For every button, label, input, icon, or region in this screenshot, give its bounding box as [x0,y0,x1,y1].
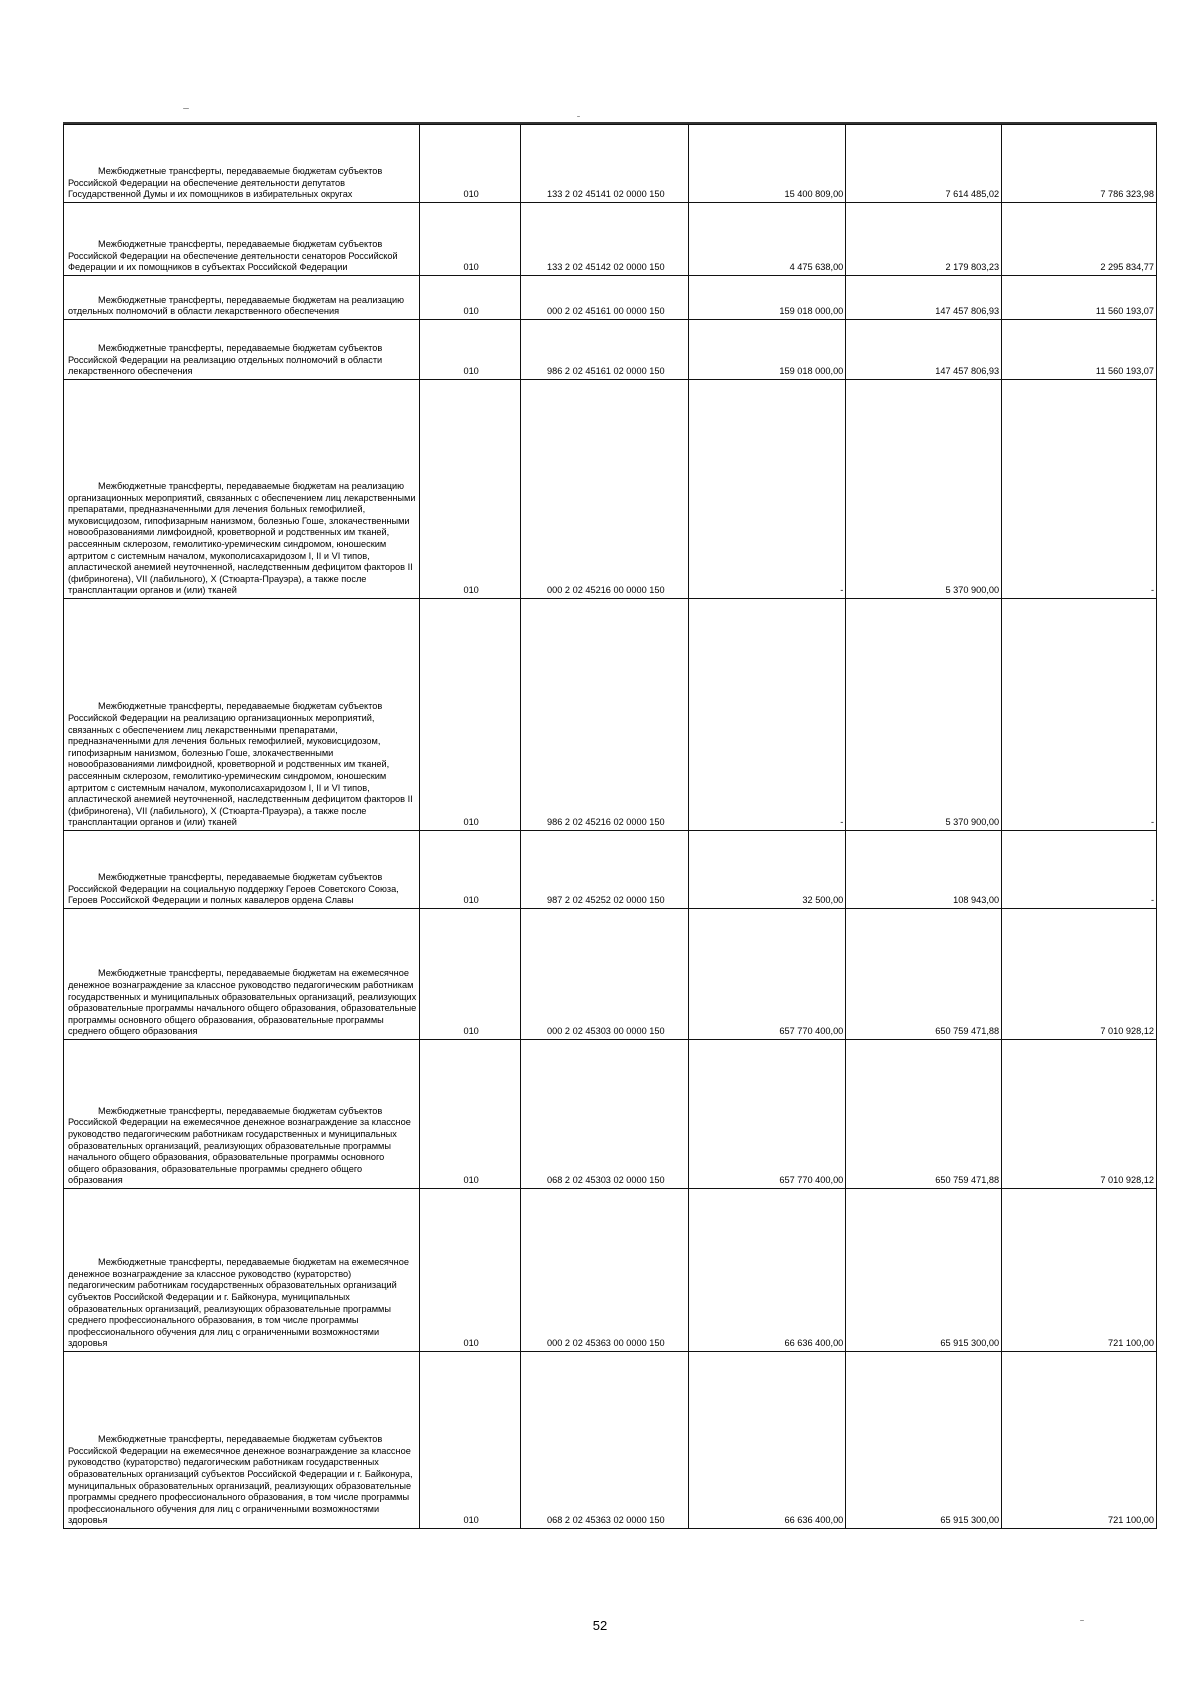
executed-amount-cell: 650 759 471,88 [846,909,1002,1040]
row-name-cell [64,320,420,380]
executed-amount-cell: 7 614 485,02 [846,125,1002,203]
unexecuted-amount-cell: 721 100,00 [1002,1352,1157,1529]
line-code-cell: 010 [420,380,521,599]
kbk-code-cell: 986 2 02 45161 02 0000 150 [521,320,689,380]
line-code-cell: 010 [420,203,521,276]
row-name-cell [64,276,420,320]
row-name-cell [64,1040,420,1189]
kbk-code-cell: 133 2 02 45142 02 0000 150 [521,203,689,276]
approved-amount-cell: 657 770 400,00 [689,909,846,1040]
unexecuted-amount-cell: 7 010 928,12 [1002,909,1157,1040]
kbk-code-cell: 133 2 02 45141 02 0000 150 [521,125,689,203]
line-code-cell: 010 [420,125,521,203]
table-row [64,599,1157,831]
approved-amount-cell: 15 400 809,00 [689,125,846,203]
row-name: Межбюджетные трансферты, передаваемые бюджетам на ежемесячное денежное вознаграждение за классное руководство (кураторство) педагогическим работникам государственных образовательных организаций субъектов Российской Федерации и г. Байконура, муниципальных образовательных организаций, реализующих образовательные программы среднего профессионального образования, в том числе программы профессионального обучения для лиц с ограниченными возможностями здоровья [68,1257,409,1349]
row-name: Межбюджетные трансферты, передаваемые бюджетам субъектов Российской Федерации на ежемесячное денежное вознаграждение за классное руководство (кураторство) педагогическим работникам государственных образовательных организаций субъектов Российской Федерации и г. Байконура, муниципальных образовательных организаций, реализующих образовательные программы среднего профессионального образования, в том числе программы профессионального обучения для лиц с ограниченными возможностями здоровья [68,1434,413,1526]
kbk-code-cell: 000 2 02 45363 00 0000 150 [521,1189,689,1352]
row-name-cell [64,1352,420,1529]
row-name: Межбюджетные трансферты, передаваемые бюджетам субъектов Российской Федерации на реализацию отдельных полномочий в области лекарственного обеспечения [68,343,383,377]
table-row [64,320,1157,380]
table-row [64,1189,1157,1352]
row-name: Межбюджетные трансферты, передаваемые бюджетам на ежемесячное денежное вознаграждение за классное руководство педагогическим работникам государственных и муниципальных образовательных организаций, реализующих образовательные программы начального общего образования, образовательные программы основного общего образования, образовательные программы среднего общего образования [68,968,417,1037]
row-name: Межбюджетные трансферты, передаваемые бюджетам субъектов Российской Федерации на обеспечение деятельности сенаторов Российской Федерации и их помощников в субъектах Российской Федерации [68,239,398,273]
budget-table [63,124,1157,1529]
kbk-code-cell: 000 2 02 45216 00 0000 150 [521,380,689,599]
executed-amount-cell: 65 915 300,00 [846,1352,1002,1529]
unexecuted-amount-cell: 7 010 928,12 [1002,1040,1157,1189]
table-row [64,203,1157,276]
row-name: Межбюджетные трансферты, передаваемые бюджетам субъектов Российской Федерации на реализацию организационных мероприятий, связанных с обеспечением лиц лекарственными препаратами, предназначенными для лечения больных гемофилией, муковисцидозом, гипофизарным нанизмом, болезнью Гоше, злокачественными новообразованиями лимфоидной, кроветворной и родственных им тканей, рассеянным склерозом, гемолитико-уремическим синдромом, юношеским артритом с системным началом, мукополисахаридозом I, II и VI типов, апластической анемией неуточненной, наследственным дефицитом факторов II (фибриногена), VII (лабильного), X (Стюарта-Прауэра), а также после трансплантации органов и (или) тканей [68,701,413,828]
kbk-code-cell: 987 2 02 45252 02 0000 150 [521,831,689,909]
unexecuted-amount-cell: - [1002,380,1157,599]
row-name-cell [64,1189,420,1352]
unexecuted-amount-cell: 11 560 193,07 [1002,320,1157,380]
line-code-cell: 010 [420,599,521,831]
row-name-cell [64,380,420,599]
row-name: Межбюджетные трансферты, передаваемые бюджетам на реализацию отдельных полномочий в области лекарственного обеспечения [68,294,405,317]
table-row [64,276,1157,320]
table-row [64,831,1157,909]
row-name-cell [64,599,420,831]
unexecuted-amount-cell: - [1002,599,1157,831]
executed-amount-cell: 2 179 803,23 [846,203,1002,276]
approved-amount-cell: - [689,599,846,831]
page-number: 52 [592,1618,608,1633]
kbk-code-cell: 068 2 02 45303 02 0000 150 [521,1040,689,1189]
line-code-cell: 010 [420,1189,521,1352]
line-code-cell: 010 [420,831,521,909]
unexecuted-amount-cell: 7 786 323,98 [1002,125,1157,203]
unexecuted-amount-cell: 721 100,00 [1002,1189,1157,1352]
approved-amount-cell: - [689,380,846,599]
scan-speck [577,116,580,117]
row-name: Межбюджетные трансферты, передаваемые бюджетам субъектов Российской Федерации на социальную поддержку Героев Советского Союза, Героев Российской Федерации и полных кавалеров ордена Славы [68,872,399,906]
table-row [64,380,1157,599]
unexecuted-amount-cell: 11 560 193,07 [1002,276,1157,320]
executed-amount-cell: 65 915 300,00 [846,1189,1002,1352]
table-row [64,909,1157,1040]
line-code-cell: 010 [420,320,521,380]
table-row [64,1040,1157,1189]
row-name: Межбюджетные трансферты, передаваемые бюджетам субъектов Российской Федерации на ежемесячное денежное вознаграждение за классное руководство педагогическим работникам государственных и муниципальных образовательных организаций, реализующих образовательные программы начального общего образования, образовательные программы основного общего образования, образовательные программы среднего общего образования [68,1105,411,1186]
row-name-cell [64,203,420,276]
line-code-cell: 010 [420,909,521,1040]
scan-speck [183,108,189,109]
row-name: Межбюджетные трансферты, передаваемые бюджетам субъектов Российской Федерации на обеспечение деятельности депутатов Государственной Думы и их помощников в избирательных округах [68,166,383,200]
row-name-cell [64,125,420,203]
table-row [64,125,1157,203]
kbk-code-cell: 068 2 02 45363 02 0000 150 [521,1352,689,1529]
executed-amount-cell: 5 370 900,00 [846,599,1002,831]
kbk-code-cell: 986 2 02 45216 02 0000 150 [521,599,689,831]
unexecuted-amount-cell: 2 295 834,77 [1002,203,1157,276]
line-code-cell: 010 [420,276,521,320]
executed-amount-cell: 147 457 806,93 [846,276,1002,320]
line-code-cell: 010 [420,1352,521,1529]
approved-amount-cell: 4 475 638,00 [689,203,846,276]
unexecuted-amount-cell: - [1002,831,1157,909]
approved-amount-cell: 159 018 000,00 [689,276,846,320]
executed-amount-cell: 5 370 900,00 [846,380,1002,599]
approved-amount-cell: 66 636 400,00 [689,1352,846,1529]
row-name: Межбюджетные трансферты, передаваемые бюджетам на реализацию организационных мероприятий, связанных с обеспечением лиц лекарственными препаратами, предназначенными для лечения больных гемофилией, муковисцидозом, гипофизарным нанизмом, болезнью Гоше, злокачественными новообразованиями лимфоидной, кроветворной и родственных им тканей, рассеянным склерозом, гемолитико-уремическим синдромом, юношеским артритом с системным началом, мукополисахаридозом I, II и VI типов, апластической анемией неуточненной, наследственным дефицитом факторов II (фибриногена), VII (лабильного), X (Стюарта-Прауэра), а также после трансплантации органов и (или) тканей [68,481,416,596]
approved-amount-cell: 657 770 400,00 [689,1040,846,1189]
executed-amount-cell: 147 457 806,93 [846,320,1002,380]
line-code-cell: 010 [420,1040,521,1189]
approved-amount-cell: 32 500,00 [689,831,846,909]
kbk-code-cell: 000 2 02 45161 00 0000 150 [521,276,689,320]
row-name-cell [64,909,420,1040]
budget-table-body [64,125,1157,1529]
approved-amount-cell: 159 018 000,00 [689,320,846,380]
table-row [64,1352,1157,1529]
row-name-cell [64,831,420,909]
scan-speck [1080,1620,1084,1621]
kbk-code-cell: 000 2 02 45303 00 0000 150 [521,909,689,1040]
executed-amount-cell: 650 759 471,88 [846,1040,1002,1189]
approved-amount-cell: 66 636 400,00 [689,1189,846,1352]
executed-amount-cell: 108 943,00 [846,831,1002,909]
